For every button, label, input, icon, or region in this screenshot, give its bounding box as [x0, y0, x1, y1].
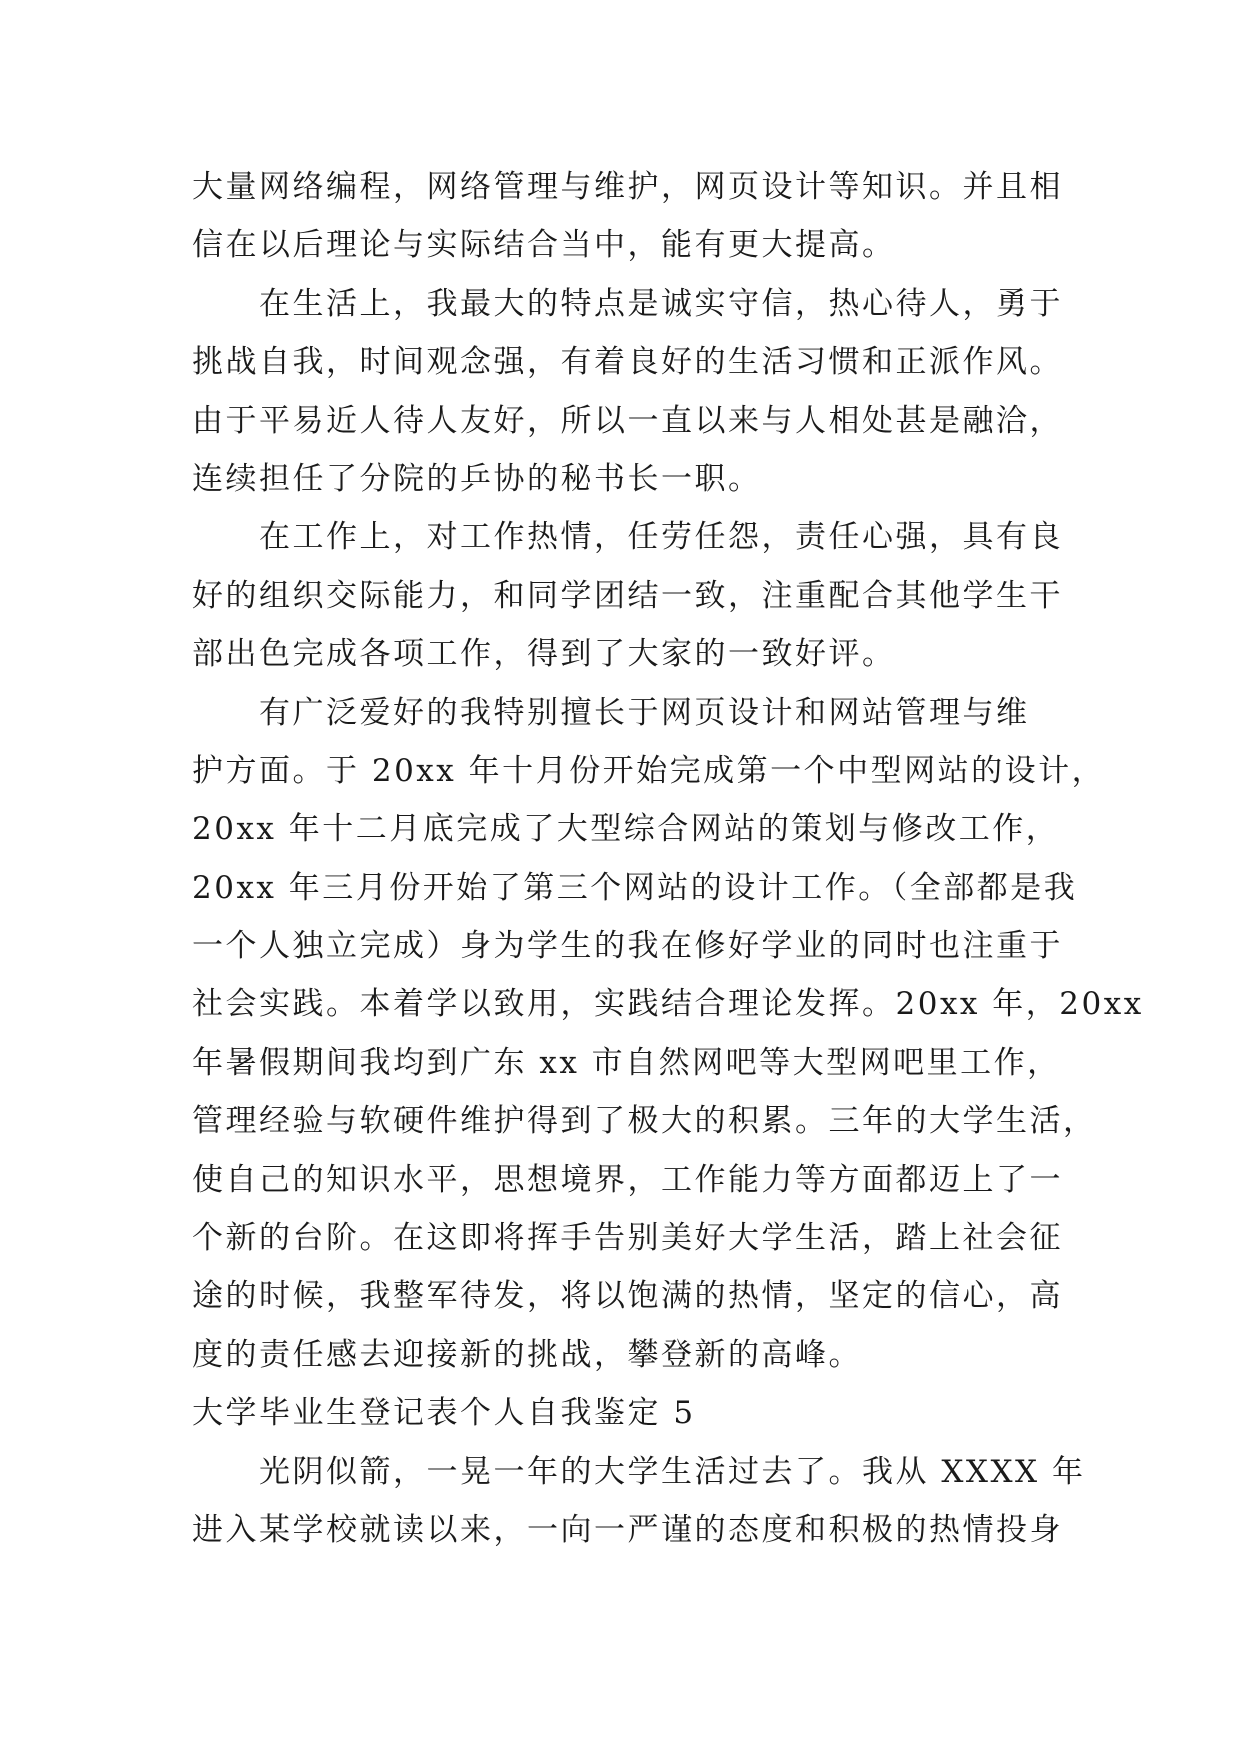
- text-line: 使自己的知识水平，思想境界，工作能力等方面都迈上了一: [192, 1161, 1063, 1198]
- text-line: 一个人独立完成）身为学生的我在修好学业的同时也注重于: [192, 928, 1063, 965]
- text-line: 部出色完成各项工作，得到了大家的一致好评。: [192, 636, 896, 673]
- text-line: 在生活上，我最大的特点是诚实守信，热心待人，勇于: [192, 285, 1063, 322]
- section-heading: 大学毕业生登记表个人自我鉴定 5: [192, 1395, 696, 1432]
- text-line: 度的责任感去迎接新的挑战，攀登新的高峰。: [192, 1336, 862, 1373]
- text-line: 挑战自我，时间观念强，有着良好的生活习惯和正派作风。: [192, 344, 1063, 381]
- text-line: 光阴似箭，一晃一年的大学生活过去了。我从 XXXX 年: [192, 1453, 1086, 1490]
- text-line: 信在以后理论与实际结合当中，能有更大提高。: [192, 227, 896, 264]
- text-line: 管理经验与软硬件维护得到了极大的积累。三年的大学生活，: [192, 1103, 1097, 1140]
- text-line: 大量网络编程，网络管理与维护，网页设计等知识。并且相: [192, 169, 1063, 205]
- text-line: 个新的台阶。在这即将挥手告别美好大学生活，踏上社会征: [192, 1220, 1063, 1257]
- document-body: [192, 158, 1144, 1559]
- text-line: 20xx 年三月份开始了第三个网站的设计工作。（全部都是我: [192, 869, 1078, 906]
- text-line: 年暑假期间我均到广东 xx 市自然网吧等大型网吧里工作，: [192, 1044, 1061, 1081]
- text-line: 好的组织交际能力，和同学团结一致，注重配合其他学生干: [192, 577, 1063, 614]
- text-line: 有广泛爱好的我特别擅长于网页设计和网站管理与维: [192, 694, 1030, 731]
- text-line: 途的时候，我整军待发，将以饱满的热情，坚定的信心，高: [192, 1278, 1063, 1315]
- text-line: 连续担任了分院的乒协的秘书长一职。: [192, 460, 762, 497]
- text-line: 在工作上，对工作热情，任劳任怨，责任心强，具有良: [192, 519, 1063, 556]
- text-line: 20xx 年十二月底完成了大型综合网站的策划与修改工作，: [192, 811, 1060, 848]
- text-line: 进入某学校就读以来，一向一严谨的态度和积极的热情投身: [192, 1511, 1063, 1548]
- text-line: 社会实践。本着学以致用，实践结合理论发挥。20xx 年，20xx: [192, 986, 1144, 1023]
- text-line: 护方面。于 20xx 年十月份开始完成第一个中型网站的设计，: [192, 752, 1106, 789]
- text-line: 由于平易近人待人友好，所以一直以来与人相处甚是融洽，: [192, 402, 1063, 439]
